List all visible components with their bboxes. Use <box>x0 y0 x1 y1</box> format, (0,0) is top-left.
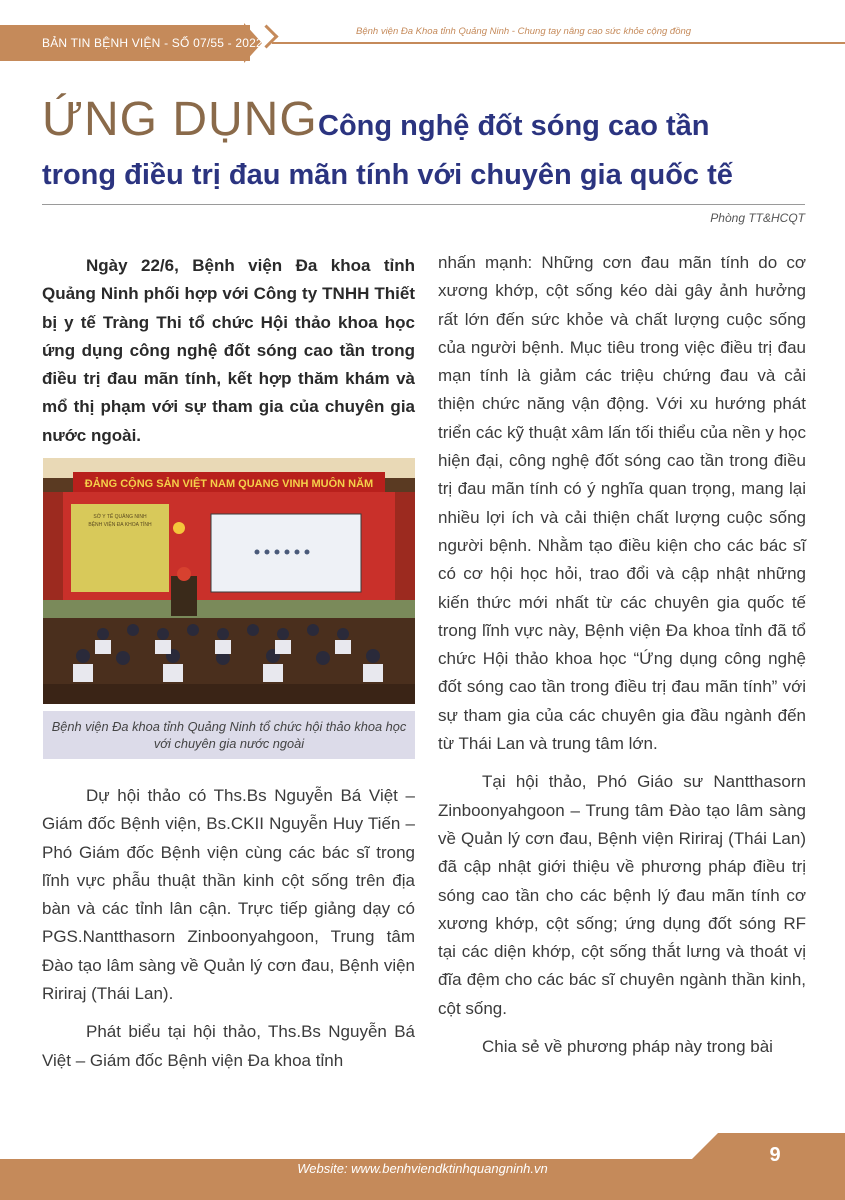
photo-caption: Bệnh viện Đa khoa tỉnh Quảng Ninh tổ chức hội thảo khoa học với chuyên gia nước ngoài <box>51 719 407 751</box>
right-paragraph-2: Tại hội thảo, Phó Giáo sư Nantthasorn Zinboonyahgoon – Trung tâm Đào tạo lâm sàng về Quản lý cơn đau, Bệnh viện Ririraj (Thái Lan) đã cập nhật giới thiệu về phương pháp điều trị sóng cao tần cho các bệnh lý đau mãn tính cơ xương khớp, cột sống; ứng dụng đốt sóng RF tại các diện khớp, cột sống thắt lưng và thoát vị đĩa đệm cho các bác sĩ chuyên ngành thần kinh, cột sống. <box>438 772 806 1018</box>
right-column <box>438 249 806 1061</box>
article-title-line1: Công nghệ đốt sóng cao tần <box>318 110 710 142</box>
photo-banner-text: ĐẢNG CỘNG SẢN VIỆT NAM QUANG VINH MUÔN NĂM <box>84 478 374 490</box>
right-paragraph-1: nhấn mạnh: Những cơn đau mãn tính do cơ xương khớp, cột sống kéo dài gây ảnh hưởng rất lớn đến sức khỏe và chất lượng cuộc sống của người bệnh. Mục tiêu trong việc điều trị đau mạn tính là giảm các triệu chứng đau và cải thiện chức năng vận động. Với xu hướng phát triển các kỹ thuật xâm lấn tối thiểu của nền y học hiện đại, công nghệ đốt sóng cao tần trong điều trị đau mãn tính có ý nghĩa quan trọng, mang lại nhiều lợi ích và cải thiện chất lượng cuộc sống người bệnh. Nhằm tạo điều kiện cho các bác sĩ có cơ hội học hỏi, trao đổi và cập nhật những kiến thức mới nhất từ các chuyên gia quốc tế trong lĩnh vực này, Bệnh viện Đa khoa tỉnh đã tổ chức Hội thảo khoa học “Ứng dụng công nghệ đốt sóng cao tần trong điều trị đau mãn tính” với sự tham gia của các chuyên gia đầu ngành đến từ Thái Lan và trung tâm lớn. <box>438 253 806 754</box>
photo-podium-name: BỆNH VIỆN ĐA KHOA TỈNH <box>88 522 152 528</box>
left-column <box>42 782 415 1075</box>
right-paragraph-3: Chia sẻ về phương pháp này trong bài <box>482 1037 773 1057</box>
conference-photo <box>43 458 415 704</box>
header-rule <box>272 42 845 44</box>
left-paragraph-1: Dự hội thảo có Ths.Bs Nguyễn Bá Việt – Giám đốc Bệnh viện, Bs.CKII Nguyễn Huy Tiến – Phó Giám đốc Bệnh viện cùng các bác sĩ trong lĩnh vực phẫu thuật thần kinh cột sống trên địa bàn và các tỉnh lân cận. Trực tiếp giảng dạy có PGS.Nantthasorn Zinboonyahgoon, Trung tâm Đào tạo lâm sàng về Quản lý cơn đau, Bệnh viện Ririraj (Thái Lan). <box>42 786 415 1004</box>
lead-paragraph: Ngày 22/6, Bệnh viện Đa khoa tỉnh Quảng Ninh phối hợp với Công ty TNHH Thiết bị y tế Tràng Thi tổ chức Hội thảo khoa học ứng dụng công nghệ đốt sóng cao tần trong điều trị đau mãn tính, kết hợp thăm khám và mổ thị phạm với sự tham gia của chuyên gia nước ngoài. <box>42 256 415 445</box>
article-byline: Phòng TT&HCQT <box>710 211 805 225</box>
bulletin-issue: BẢN TIN BỆNH VIỆN - SỐ 07/55 - 2022 <box>42 36 263 50</box>
article-kicker: ỨNG DỤNG <box>42 93 318 146</box>
left-paragraph-2: Phát biểu tại hội thảo, Ths.Bs Nguyễn Bá Việt – Giám đốc Bệnh viện Đa khoa tỉnh <box>42 1022 415 1070</box>
footer-website: Website: www.benhviendktinhquangninh.vn <box>297 1161 548 1176</box>
photo-podium-label: SỞ Y TẾ QUẢNG NINH <box>93 514 147 520</box>
conference-photo-illustration <box>43 458 415 704</box>
article-title-line2: trong điều trị đau mãn tính với chuyên gia quốc tế <box>42 159 733 191</box>
page-number: 9 <box>769 1144 781 1166</box>
title-divider <box>42 204 805 205</box>
hospital-slogan: Bệnh viện Đa Khoa tỉnh Quảng Ninh - Chung tay nâng cao sức khỏe cộng đồng <box>356 26 692 37</box>
